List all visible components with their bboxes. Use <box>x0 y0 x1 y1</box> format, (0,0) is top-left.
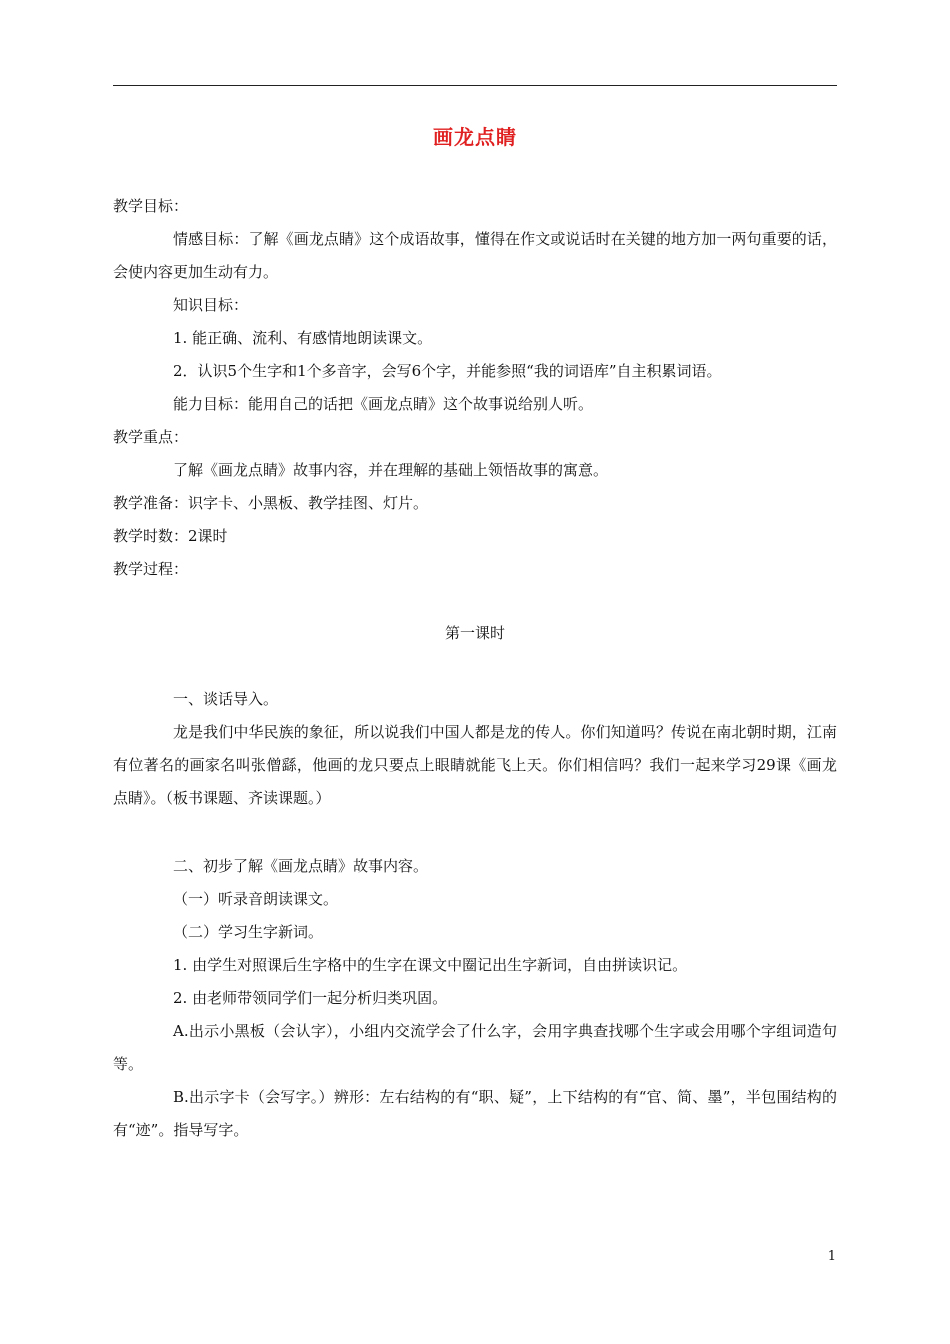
section-2-subitem-2: （二）学习生字新词。 <box>173 923 324 941</box>
teaching-goals-label: 教学目标： <box>113 197 189 215</box>
emotional-goal: 情感目标：了解《画龙点睛》这个成语故事，懂得在作文或说话时在关键的地方加一两句重要的话，会使内容更加生动有力。 <box>113 230 837 281</box>
teaching-process-label: 教学过程： <box>113 560 189 578</box>
ability-goal: 能力目标：能用自己的话把《画龙点睛》这个故事说给别人听。 <box>173 395 594 413</box>
teaching-preparation: 教学准备：识字卡、小黑板、教学挂图、灯片。 <box>113 494 429 512</box>
page-number: 1 <box>827 1249 836 1264</box>
document-body <box>113 190 837 1147</box>
knowledge-goal-label: 知识目标： <box>173 296 249 314</box>
knowledge-goal-2: 2．认识5个生字和1个多音字，会写6个字，并能参照“我的词语库”自主积累词语。 <box>173 362 722 380</box>
section-2-subitem-1: （一）听录音朗读课文。 <box>173 890 339 908</box>
section-2-step-B: B.出示字卡（会写字。）辨形：左右结构的有“职、疑”，上下结构的有“官、简、墨”，半包围结构的有“迹”。指导写字。 <box>113 1088 837 1139</box>
teaching-hours: 教学时数：2课时 <box>113 527 228 545</box>
section-2-step-2: 2. 由老师带领同学们一起分析归类巩固。 <box>173 989 448 1007</box>
section-1-heading: 一、谈话导入。 <box>173 690 279 708</box>
document-title: 画龙点睛 <box>433 125 517 149</box>
section-2-step-A: A.出示小黑板（会认字），小组内交流学会了什么字，会用字典查找哪个生字或会用哪个字组词造句等。 <box>113 1022 837 1073</box>
teaching-focus-label: 教学重点： <box>113 428 189 446</box>
header-rule <box>113 85 837 86</box>
knowledge-goal-1: 1. 能正确、流利、有感情地朗读课文。 <box>173 329 433 347</box>
teaching-focus: 了解《画龙点睛》故事内容，并在理解的基础上领悟故事的寓意。 <box>173 461 609 479</box>
section-1-body: 龙是我们中华民族的象征，所以说我们中国人都是龙的传人。你们知道吗？传说在南北朝时期，江南有位著名的画家名叫张僧繇，他画的龙只要点上眼睛就能飞上天。你们相信吗？我们一起来学习29课《画龙点睛》。（板书课题、齐读课题。） <box>113 723 837 807</box>
lesson-heading: 第一课时 <box>444 624 505 642</box>
section-2-step-1: 1. 由学生对照课后生字格中的生字在课文中圈记出生字新词，自由拼读识记。 <box>173 956 688 974</box>
section-2-heading: 二、初步了解《画龙点睛》故事内容。 <box>173 857 429 875</box>
